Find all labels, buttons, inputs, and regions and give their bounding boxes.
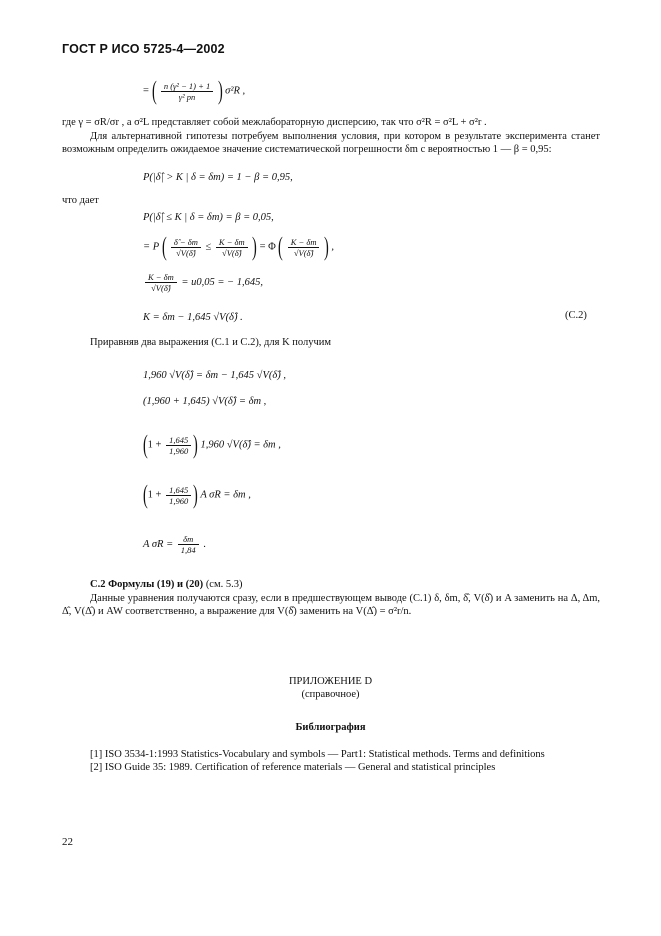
eq-p4-frac bbox=[145, 272, 177, 293]
eq-q4-frac-num: 1,645 bbox=[166, 485, 191, 496]
eq-q5-frac bbox=[178, 534, 199, 555]
eq-p4 bbox=[143, 272, 263, 293]
eq-q3-frac-num: 1,645 bbox=[166, 435, 191, 446]
equation-number: (C.2) bbox=[565, 310, 587, 321]
eq-p3-frac1-den: √V(δ̂) bbox=[176, 247, 196, 258]
paren-right: ) bbox=[193, 430, 198, 459]
paren-left: ( bbox=[151, 76, 157, 105]
appendix-title: ПРИЛОЖЕНИЕ D bbox=[288, 676, 373, 687]
formula-top bbox=[143, 78, 245, 104]
eq-q4: (1 + $\frac{1,645}{1,960}$ ) A σR = δm , bbox=[142, 480, 251, 509]
eq-p3-frac2 bbox=[216, 237, 248, 258]
para-where: где γ = σR/σr , а σ²L представляет собой межлабораторную дисперсию, так что σ²R = σ²L + σ²r . bbox=[62, 117, 487, 128]
eq-p3-frac3 bbox=[288, 237, 320, 258]
eq-p3-frac3-den: √V(δ̂) bbox=[293, 247, 314, 258]
eq-q3: (1 + $\frac{1,645}{1,960}$ ) 1,960 √V(δ̂) = δm , bbox=[142, 430, 281, 459]
eq-q5-end: . bbox=[203, 538, 206, 550]
eq-q3-frac bbox=[166, 435, 191, 456]
formula-top-den: γ² pn bbox=[178, 91, 196, 102]
paren-left: ( bbox=[278, 232, 284, 261]
section-ref: (см. 5.3) bbox=[205, 579, 243, 590]
paren-right: ) bbox=[217, 76, 223, 105]
page-number: 22 bbox=[62, 836, 73, 848]
section-title: C.2 Формулы (19) и (20) bbox=[90, 579, 204, 590]
eq-q3-frac-den: 1,960 bbox=[169, 445, 189, 456]
eq-p3-frac1 bbox=[171, 237, 201, 258]
eq-q5-lhs: A σR = bbox=[143, 538, 174, 550]
eq-p3-frac2-num: K − δm bbox=[216, 237, 248, 248]
eq-q4-frac bbox=[166, 485, 191, 506]
eq-q5 bbox=[143, 534, 206, 555]
formula-top-rhs: σ²R , bbox=[225, 85, 246, 97]
eq-p3-end: , bbox=[331, 241, 335, 253]
paren-right: ) bbox=[193, 480, 198, 509]
eq-q2: (1,960 + 1,645) √V(δ̂) = δm , bbox=[143, 396, 267, 407]
eq-p1: P(|δ̂| > K | δ = δm) = 1 − β = 0,95, bbox=[143, 172, 293, 183]
bibliography-heading: Библиография bbox=[295, 722, 366, 733]
page-header: ГОСТ Р ИСО 5725-4—2002 bbox=[62, 42, 225, 56]
section-heading bbox=[90, 578, 243, 591]
bibliography-item-1: [1] ISO 3534-1:1993 Statistics-Vocabulary and symbols — Part1: Statistical methods. Terms and definitions bbox=[90, 749, 545, 760]
paren-right: ) bbox=[252, 232, 258, 261]
paren-left: ( bbox=[142, 430, 148, 459]
eq-p3-frac1-num: δ̂ − δm bbox=[171, 237, 201, 248]
eq-q3-rest: 1,960 √V(δ̂) = δm , bbox=[200, 439, 281, 451]
label-gives: что дает bbox=[62, 195, 99, 206]
eq-p4-den: √V(δ̂) bbox=[151, 283, 171, 293]
eq-p3-le: ≤ bbox=[205, 241, 212, 253]
formula-top-lhs: = bbox=[143, 85, 149, 97]
para-section: Данные уравнения получаются сразу, если в предшествующем выводе (C.1) δ, δm, δ̂, V(δ̂) и A заменить на Δ, Δm, Δ̂, V(Δ̂) и AW соответственно, а выражение для V(δ̂) заменить на V(Δ̂) = σ²r/n. bbox=[62, 593, 600, 617]
eq-q5-den: 1,84 bbox=[180, 545, 196, 555]
eq-p4-num: K − δm bbox=[145, 272, 177, 283]
formula-top-num: n (γ² − 1) + 1 bbox=[161, 81, 213, 92]
eq-p3-frac3-num: K − δm bbox=[288, 237, 320, 248]
eq-q4-rest: A σR = δm , bbox=[200, 489, 251, 501]
eq-p4-rhs: = u0,05 = − 1,645, bbox=[181, 276, 264, 288]
para-equate: Приравняв два выражения (C.1 и C.2), для K получим bbox=[90, 337, 332, 348]
para-alternative: Для альтернативной гипотезы потребуем выполнения условия, при котором в результате эксперимента станет возможным определить ожидаемое значение систематической погрешности δm с вероятностью 1 — β = 0,95: bbox=[62, 131, 600, 155]
eq-p3-frac2-den: √V(δ̂) bbox=[222, 247, 242, 258]
eq-p3-phi: = Φ bbox=[259, 241, 276, 253]
eq-q4-frac-den: 1,960 bbox=[169, 495, 189, 506]
formula-top-fraction bbox=[161, 81, 213, 102]
eq-q5-num: δm bbox=[178, 534, 199, 545]
paren-left: ( bbox=[142, 480, 148, 509]
eq-p5: K = δm − 1,645 √V(δ̂) . bbox=[143, 312, 243, 323]
paren-left: ( bbox=[161, 232, 167, 261]
appendix-subtitle: (справочное) bbox=[301, 689, 360, 700]
bibliography-item-2: [2] ISO Guide 35: 1989. Certification of reference materials — General and statistical principles bbox=[90, 762, 496, 773]
eq-p3 bbox=[143, 234, 334, 260]
eq-q1: 1,960 √V(δ̂) = δm − 1,645 √V(δ̂) , bbox=[143, 370, 286, 381]
eq-p3-left: = P bbox=[143, 241, 159, 253]
paren-right: ) bbox=[324, 232, 329, 261]
eq-p2: P(|δ̂| ≤ K | δ = δm) = β = 0,05, bbox=[143, 212, 274, 223]
